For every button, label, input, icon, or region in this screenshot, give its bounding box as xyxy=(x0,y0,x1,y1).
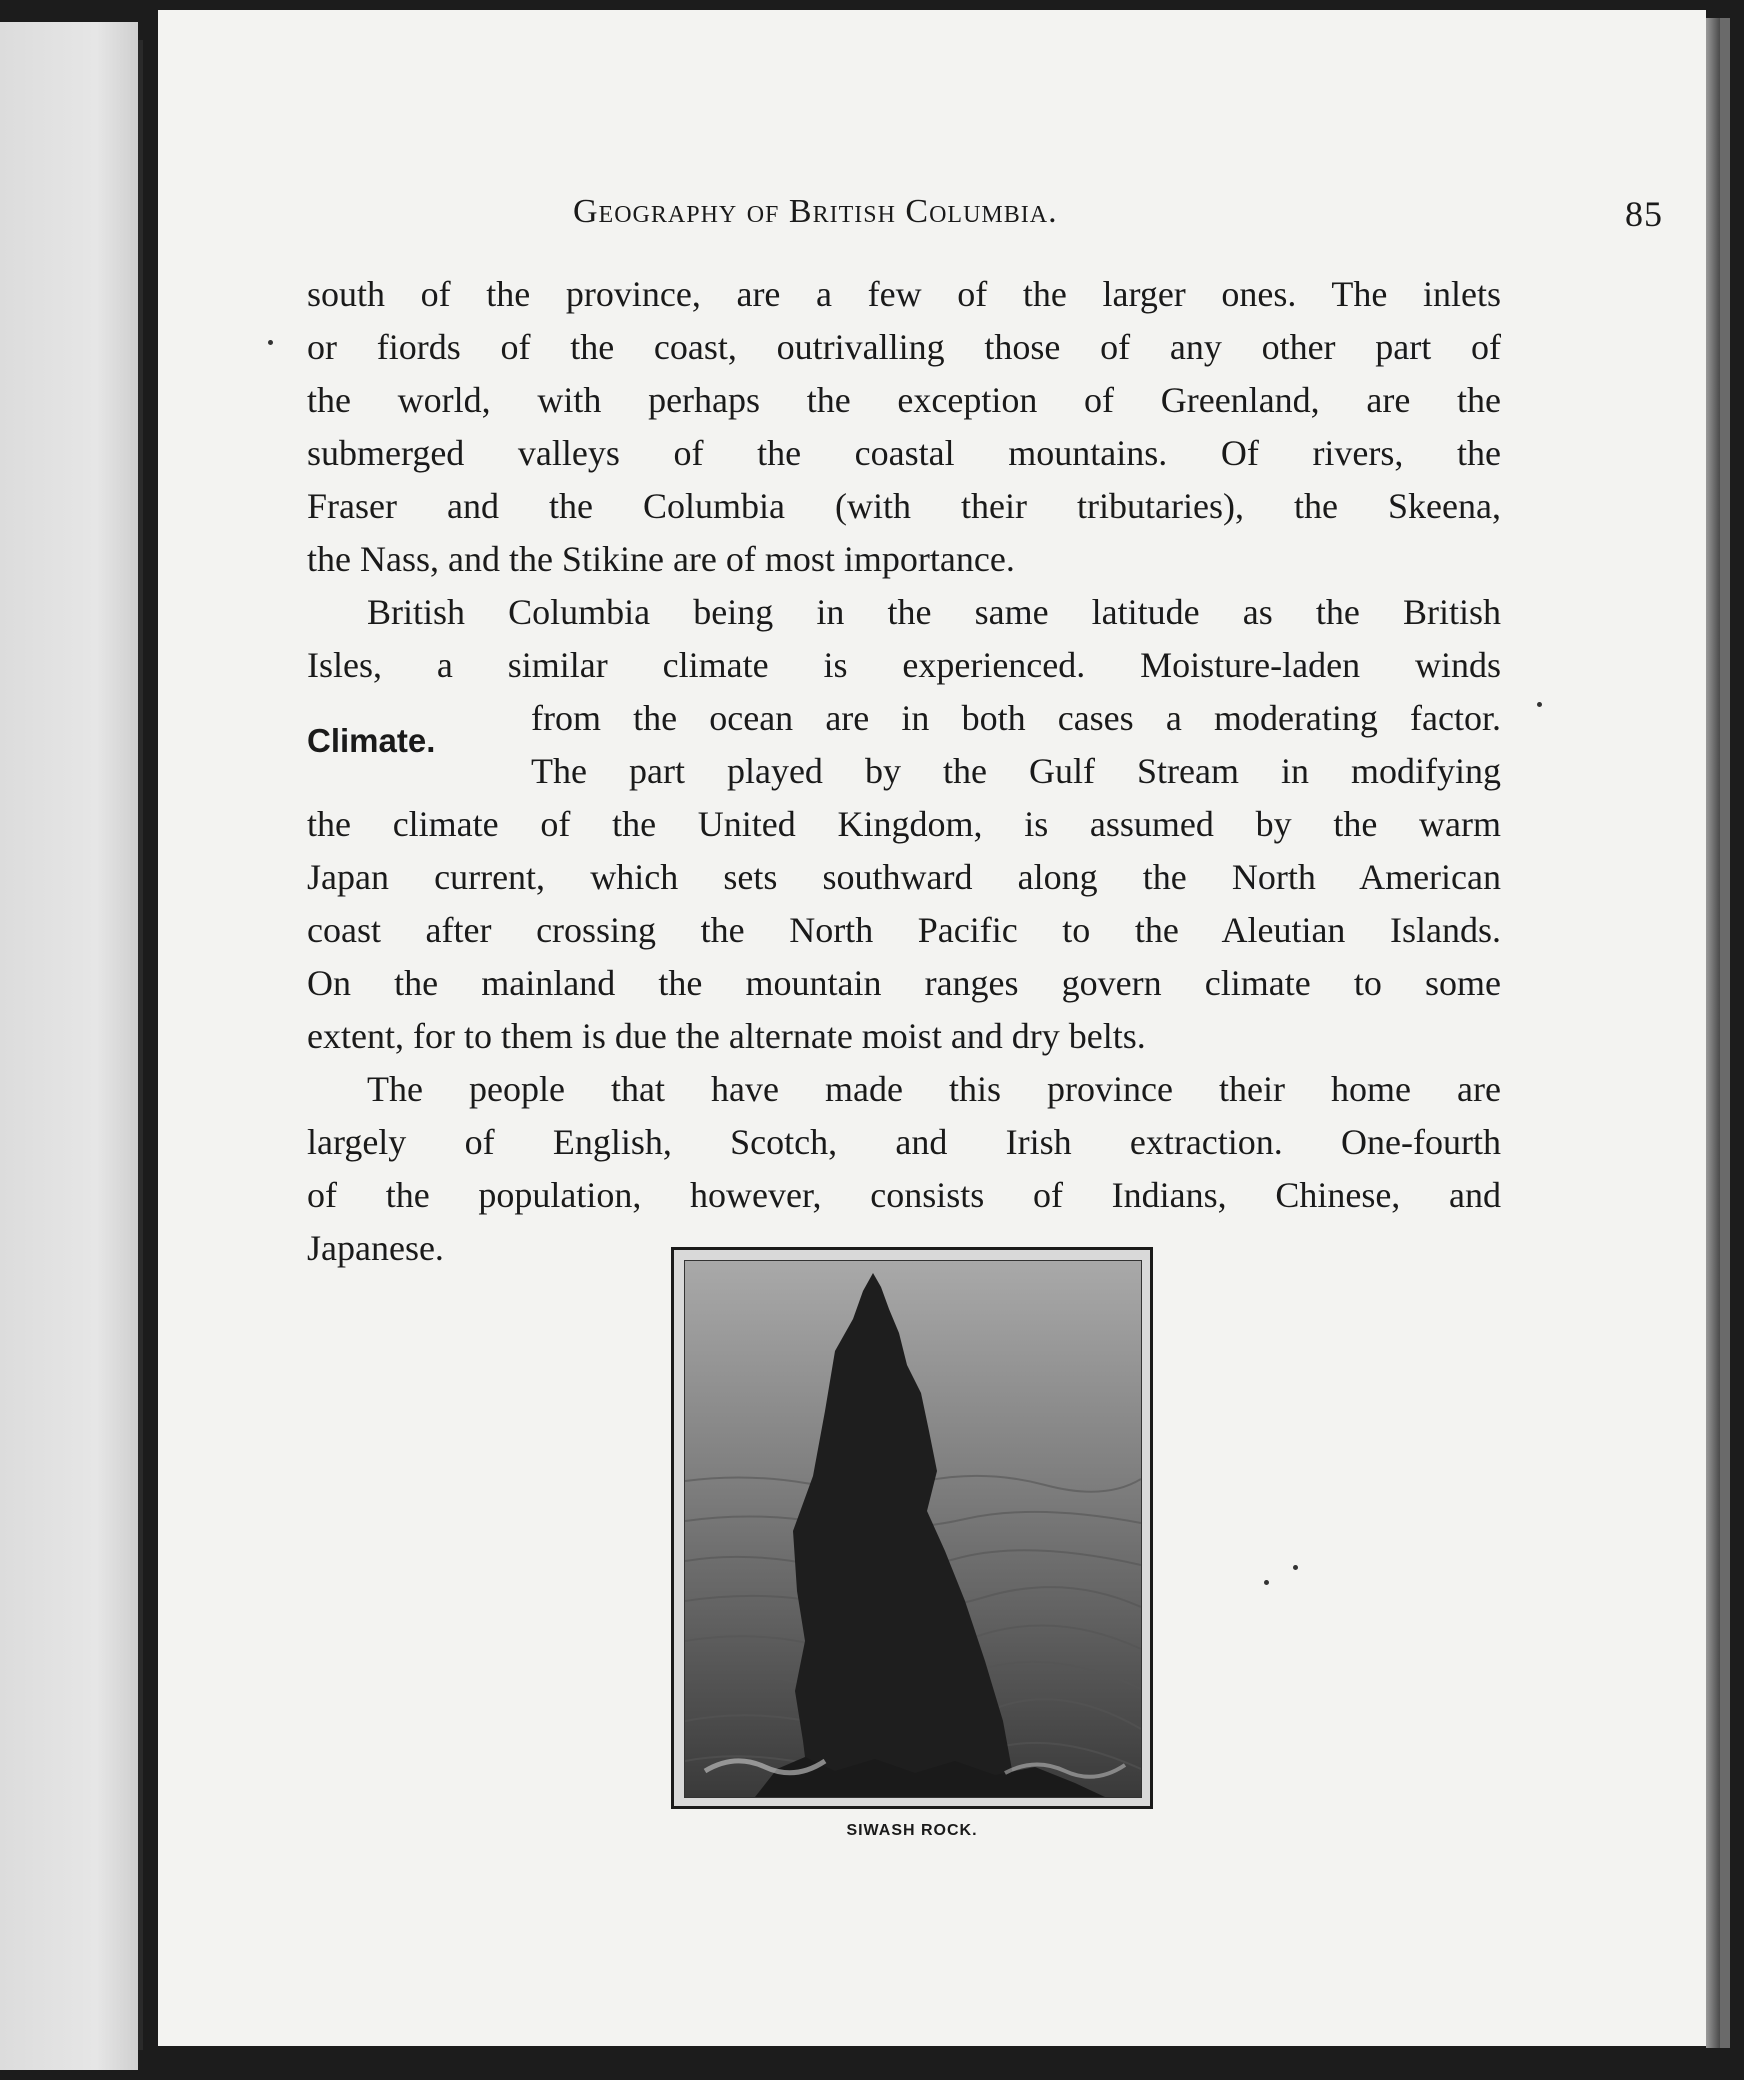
running-title: Geography of British Columbia. xyxy=(573,193,1058,230)
text-line: Fraser and the Columbia (with their tributaries), the Skeena, xyxy=(307,486,1501,526)
page-edge xyxy=(1720,18,1730,2048)
text-line: or fiords of the coast, outrivalling those of any other part of xyxy=(307,327,1501,367)
text-line: extent, for to them is due the alternate moist and dry belts. xyxy=(307,1016,1146,1056)
text-line: the climate of the United Kingdom, is assumed by the warm xyxy=(307,804,1501,844)
scan-speck xyxy=(1537,702,1542,707)
side-lines xyxy=(531,692,1501,798)
text-line: largely of English, Scotch, and Irish extraction. One-fourth xyxy=(307,1122,1501,1162)
text-line: from the ocean are in both cases a moderating factor. xyxy=(531,698,1501,738)
text-line: of the population, however, consists of Indians, Chinese, and xyxy=(307,1175,1501,1215)
page-number: 85 xyxy=(1625,194,1663,234)
text-line: On the mainland the mountain ranges govern climate to some xyxy=(307,963,1501,1003)
scan-speck xyxy=(268,340,273,345)
book-page xyxy=(158,10,1706,2046)
facing-page-edge xyxy=(0,22,138,2070)
text-line: Japan current, which sets southward along the North American xyxy=(307,857,1501,897)
siwash-rock-photo xyxy=(684,1260,1142,1798)
climate-section xyxy=(307,692,1501,798)
text-line: submerged valleys of the coastal mountains. Of rivers, the xyxy=(307,433,1501,473)
page-edge-shadow xyxy=(1706,18,1720,2048)
text-line: the world, with perhaps the exception of Greenland, are the xyxy=(307,380,1501,420)
text-line: The part played by the Gulf Stream in modifying xyxy=(531,751,1501,791)
text-line: The people that have made this province their home are xyxy=(367,1069,1501,1109)
text-line: Isles, a similar climate is experienced. Moisture-laden winds xyxy=(307,645,1501,685)
gutter-shadow xyxy=(138,40,143,2050)
body-text xyxy=(307,268,1501,1275)
figure-caption: SIWASH ROCK. xyxy=(846,1822,978,1839)
text-line: Japanese. xyxy=(307,1228,444,1268)
running-head xyxy=(573,193,1663,243)
side-heading: Climate. xyxy=(307,722,436,759)
text-line: south of the province, are a few of the larger ones. The inlets xyxy=(307,274,1501,314)
photo-frame xyxy=(671,1247,1153,1809)
scan-speck xyxy=(1293,1565,1298,1570)
text-line: coast after crossing the North Pacific to the Aleutian Islands. xyxy=(307,910,1501,950)
text-line: British Columbia being in the same latitude as the British xyxy=(367,592,1501,632)
text-line: the Nass, and the Stikine are of most importance. xyxy=(307,539,1015,579)
scan-speck xyxy=(1264,1580,1269,1585)
